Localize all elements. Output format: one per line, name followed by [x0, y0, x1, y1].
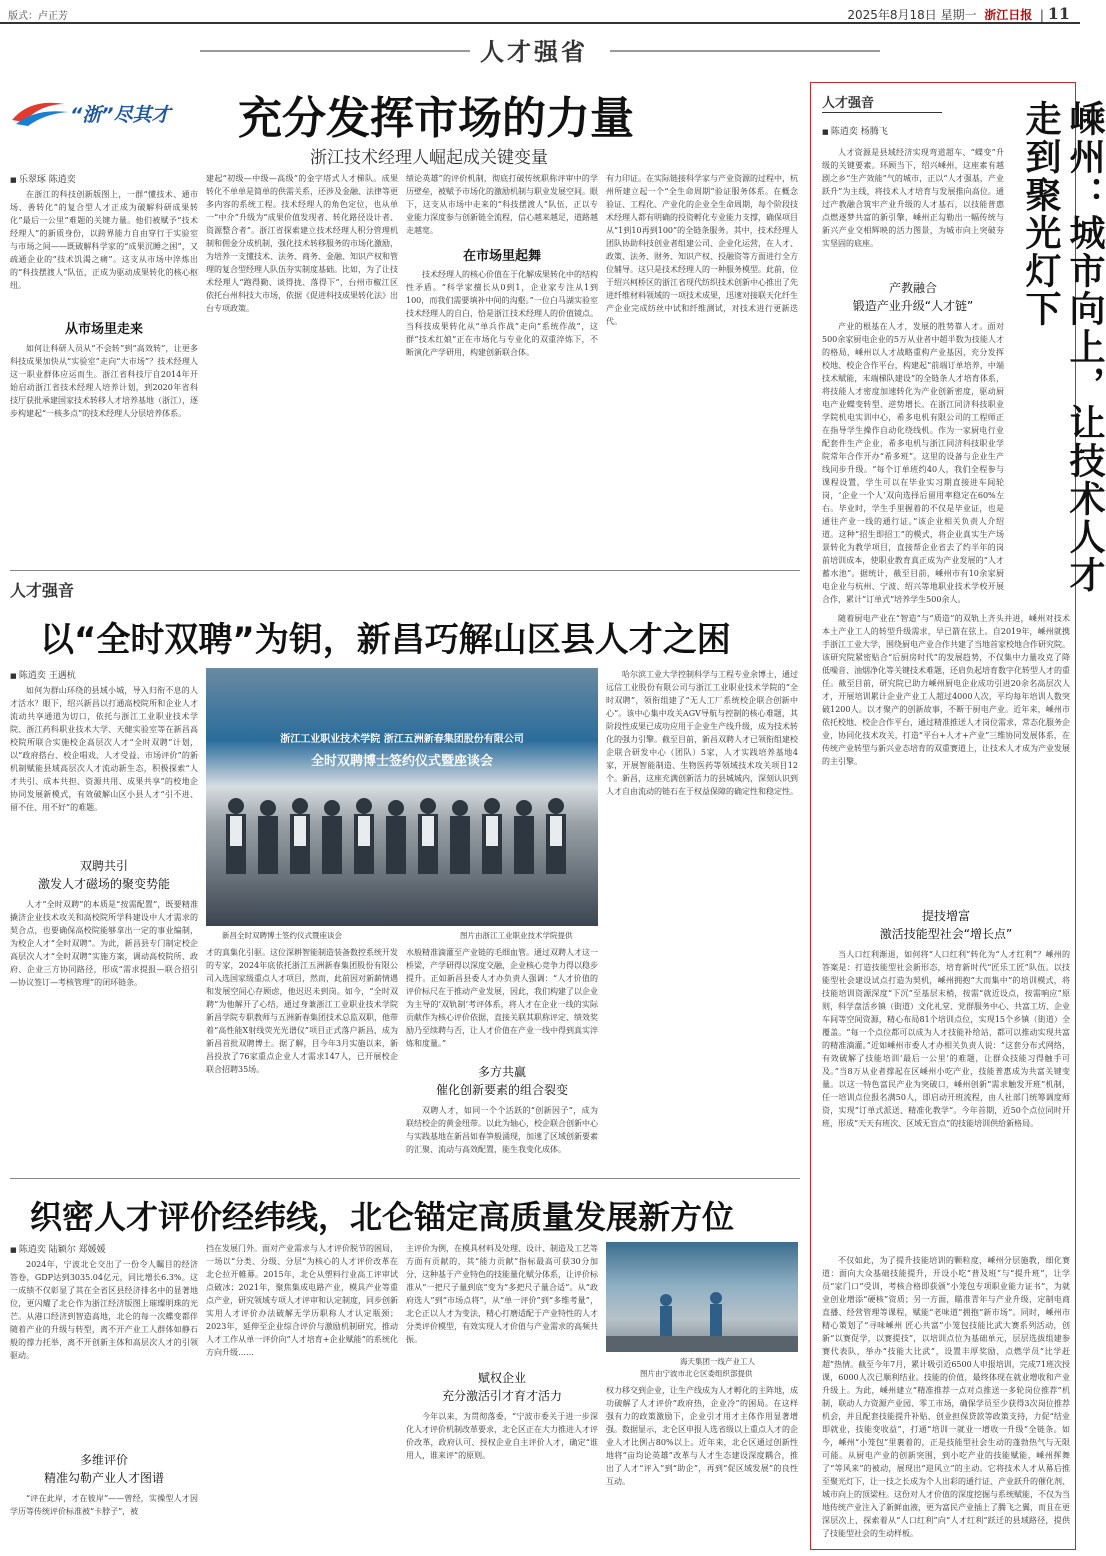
article3-col2: 挡在发展门外。面对产业需求与人才评价脱节的困局，一场以“分类、分级、分层”为核心的人才评价改革在北仑拉开帷幕。2015年，北仑从塑料行业高工评审试点破冰；2021年，聚焦集成电路产业，模具产业等重点产业，研究领域专项人才评审和认定制度，同步创新实用人才评价办法破解无学历职称人才认定瓶颈；2023年，延伸至企业综合评价与激励机制研究，推动人才工作从单一评价向“人才培育+企业赋能”的系统化方向升级……	[206, 1244, 398, 1357]
article3-head3b: 充分激活引才育才活力	[441, 1389, 562, 1403]
sidebar-head1a: 产教融合	[888, 281, 937, 295]
swoosh-icon	[10, 96, 70, 126]
page-header	[0, 0, 1080, 24]
group-people-icon	[206, 786, 598, 926]
article3-col1b: “评在此岸，才在彼岸”——曾经，实操型人才因学历等传统评价标准被“卡脖子”，被	[10, 1494, 198, 1516]
photo-banner-subtext: 全时双聘博士签约仪式暨座谈会	[310, 754, 493, 769]
issue-date: 2025年8月18日 星期一	[847, 8, 977, 22]
article1-col1: 在浙江的科技创新版图上，一群“懂技术、通市场、善转化”的复合型人才正成为破解科研成果转化“最后一公里”难题的关键力量。他们被赋予“技术经理人”的新质身份，以跨界能力自由穿行于实验室与市场之间——既破解科学家的“成果沉睡之困”，又疏通企业的“技术饥渴之痛”。这支从市场中淬炼出的“科技摆渡人”队伍，正成为驱动成果转化的核心枢纽。	[10, 190, 198, 290]
article1-col2: 建起“初级—中级—高级”的金字塔式人才梯队。成果转化不单单是简单的供需关系，还涉及金融、法律等更多内容的系统工程。技术经理人的角色定位，也从单一“中介”升级为“成果价值发现者、转化路径设计者、资源整合者”。浙江省探索建立技术经理人积分管理机制和佣金分成机制，强化技术转移服务的市场化激励，为培养一支懂技术、法务、商务、金融、知识产权和管理的复合型经理人队伍夯实制度基础。比如，为了让技术经理人“跑得勤、谈得拢、落得下”，台州市椒江区依托台州科技大市场，依据《促进科技成果转化法》出台专项政策。	[206, 174, 398, 313]
article2-col3: 水般精准滴灌至产业链的毛细血管。通过双聘人才这一桥梁，产学研得以深度交融，企业核心竞争力得以稳步提升。正如新昌县委人才办负责人强调：“人才价值的评价标尺在于推动产业发展，因此，我们构建了以企业为主导的‘双轨制’考评体系，将人才在企业一线的实际贡献作为核心评价依据，直接关联其职称评定、绩效奖励乃至续聘与否，让人才价值在产业一线中得到真实淬炼和度量。”	[406, 948, 598, 1048]
sidebar-body2: 当人口红利渐退，如何将“人口红利”转化为“人才红利”？嵊州的答案是：打造技能型社会新形态，培育新时代“匠乐工匠”队伍。以技能型社会建设试点打造为契机，嵊州拥抱“大而集中”的培训模式，将技能培训资源深度“下沉”至基层末梢，按需“就近设点，按需响应”原则，科学盘活乡镇（街道）文化礼堂、党群服务中心、共富工坊、企业车间等空间资源，精心布局81个培训点位，实现15个乡镇（街道）全覆盖。“每一个点位都可以成为人才技能补给站，都可以推动实现共富的精准滴灌。”近如嵊州市委人才办相关负责人说：“这套分布式网络，有效破解了技能培训‘最后一公里’的难题，让群众技能习得触手可及。”当8万从业者撑起在区嵊州小吃产业，技能普惠成为共富关键变量。以这一特色富民产业为突破口，嵊州创新“需求触发开班”机制，任一培训点位报名满50人，即启动开班流程，由人社部门统筹调度师资，实现“订单式派送、精准化教学”。今年首期，近50个点位同时开班，形成“天天有班次、区域无盲点”的技能培训供给新格局。	[822, 950, 1070, 1128]
article2-tag: 人才强音	[10, 581, 75, 600]
article3-head3a: 赋权企业	[477, 1371, 526, 1385]
article2-col2: 才的真集化引驱。这位深耕智能制造装备数控系统开发的专家，2024年底依托浙江五洲新春集团股份有限公司入选国家级重点人才项目，然而，此前因对新薪情遇和发展空间心存顾虑，他迟迟未到岗。如今，“全时双聘”为他解开了心结，通过身兼浙江工业职业技术学院新昌学院专职教师与五洲新春集团技术总监双职，他带着“高性能X射线荧光光谱仪”项目正式落户新昌，成为新昌首批双聘博士。据了解，目今年3月实施以来，新昌投放了76家重点企业人才需求147人，已开展校企联合招聘35场。	[206, 948, 398, 1074]
logo-text: “浙”尽其才	[70, 104, 171, 126]
section-banner: 人才强省	[480, 38, 588, 66]
sidebar-tag-rule	[822, 112, 942, 113]
sidebar-intro: 人才资源是县域经济实现弯道超车、“蝶变”升级的关键要素。环顾当下，绍兴嵊州，这座素有越剧之乡“生产效能”气的城市，正以“人才强基，产业跃升”为主线，将技术人才培育与发展推向高位。通过产教融合筑牢产业升级的人才基石，以技能普惠点燃逐梦共富的新引擎，嵊州正勾勒出一幅传统与新兴产业交相辉映的活力图景，为城市向上突破夯实坚固的底座。	[822, 148, 1004, 248]
sidebar-tag: 人才强音	[822, 96, 875, 111]
article2-head1a: 双聘共引	[79, 859, 128, 873]
article3-title: 织密人才评价经纬线，北仑锚定高质量发展新方位	[30, 1198, 735, 1236]
article3-byline: ■ 陈逍奕 陆颖尔 郑媛媛	[10, 1242, 106, 1255]
article1-col3-head: 在市场里起舞	[462, 249, 541, 264]
article3-head1b: 精准勾勒产业人才图谱	[43, 1471, 164, 1485]
article3-col1: 2024年，宁波北仑交出了一份令人瞩目的经济答卷，GDP达到3035.04亿元，同比增长6.3%。这一成绩不仅彰显了其在全省区县经济排名中的显著地位，更闪耀了北仑作为浙江经济版图上璀璨明珠的光芒。从港口经济到智造高地，北仑的每一次蝶变都伴随着产业的升级与转型，离不开产业工人群体如静石般的撑力托举，离不开创新主体和高层次人才的引领驱动。	[10, 1260, 198, 1360]
article2-col1: 如何为群山环绕的县域小城，导入归衔不息的人才活水？眼下，绍兴新昌以打通高校院所和企业人才流动共享通道为切口，依托与浙江工业职业技术学院、浙江药科职业技术大学、天健实验室等在新昌高校院所联合实施校企高层次人才“全时双聘”计划，以“政府搭台、校企唱戏、人才受益、市场评价”的新机制赋能县域高层次人才流动新生态，积极探索“人才共引、成本共担、资源共用、成果共享”的校地企协同发展新模式，有效破解山区小县人才“引不进、留不住、用不好”的难题。	[10, 686, 198, 812]
photo2-caption1: 海天集团一线产业工人	[680, 1357, 755, 1366]
article1-col3b: 技术经理人的核心价值在于化解成果转化中的结构性矛盾。“科学家擅长从0到1，企业家专注从1到100，而我们需要填补中间的沟壑。”一位白马湖实验室技术经理人的自白，恰是浙江技术经理人的价值镜点。当科技成果转化从“单兵作战”走向“系统作战”，这群“技术红娘”正在市场化与专业化的双重淬炼下，不断演化产学研用，构建创新联合体。	[406, 270, 598, 357]
editor-credit: 版式：卢正芳	[8, 11, 68, 22]
article2-col1b: 人才“全时双聘”的本质是“按需配置”，既要精准撬济企业技术攻关和高校院所学科建设中人才需求的契合点，也要确保高校院能够拿出一定的事业编制，为校企人才“全时双聘”。为此，新昌县专门制定校企高层次人才“全时双聘”实施方案，调动高校院所、政府、企业三方协同路径，形成“需求提报—联合招引—协议签订—考核管理”的闭环链条。	[10, 900, 198, 987]
article1-col1b: 如何让科研人员从“不会转”到“高效转”，让更多科技成果加快从“实验室”走向“大市场”？技术经理人这一职业群体应运而生。浙江省科技厅自2014年开始启动浙江省技术经理人培养计划，到2020年省科技厅获批承建国家技术转移人才培养基地（浙江），逐步构建起“一核多点”的技术经理人分层培养体系。	[10, 344, 198, 418]
sidebar-head2b: 激活技能型社会“增长点”	[879, 927, 1013, 941]
sidebar-byline: ■ 陈逍奕 杨腾飞	[822, 124, 888, 137]
factory-workers-photo	[606, 1242, 798, 1352]
sidebar-body1b: 随着厨电产业在“智造”与“质造”的双轨上齐头并进，嵊州对技术本土产业工人的转型升级需求，早已箭在弦上。自2019年，嵊州就携手浙江工业大学，围绕厨电产业合作共建了当地首家校地合作研究院。该研究院紧密贴合“后厨房时代”的发展趋势，不仅集中力量攻克了降低噪音、油烟净化等关键技术难题，还肩负起培育数字化转型人才的重任。截至目前，研究院已助力嵊州厨电企业成功引进20余名高层次人才，开展培训累计企业产业工人超过4000人次，平均每年培训人数突破1200人。以才聚产的创新故事，不断于厨电产业。近年来，嵊州市依托校地、校企合作平台，通过精准推送人才岗位需求，常态化服务企业，协同化技术攻关，打造“平台+人才+产业”三维协同发展体系，在传统产业转型与新兴业态培育的双重赛道上，让技术人才成为产业发展的主引擎。	[822, 614, 1070, 766]
page-number: 11	[1047, 4, 1070, 23]
sidebar-vertical-title: 嵊州：城市向上，让技术人才走到聚光灯下	[1020, 100, 1105, 594]
date-line: 2025年8月18日 星期一 浙江日报 | 11	[847, 4, 1070, 23]
article2-col4: 哈尔滨工业大学控制科学与工程专业余博士，通过远信工业股份有限公司与浙江工业职业技术学院的“全时双聘”，领衔组建了“无人工厂系统校企联合创新中心”。该中心集中攻关AGV导航与控制的核心难题，其阶段性成果已成功应用于企业生产线升级，成为技术转化的强力引擎。截至目前，新昌双聘人才已领衔组建校企联合研发中心（团队）5家，人才实践培养基地4家，开展智能制造、生物医药等领域技术攻关项目12个。新昌，这座充满创新活力的县城城内，深刻认识到人才自由流动的链石在于权益保障的确定性和稳定性。	[606, 670, 798, 796]
article2-head3b: 催化创新要素的组合裂变	[435, 1083, 568, 1097]
sidebar-body1: 产业的根基在人才，发展的胜势靠人才。面对500余家厨电企业的5万从业者中超半数为技能人才的格局，嵊州以人才战略重构产业基因，充分发挥校地、校企合作平台，构建起“前端订单培养，中端技术赋能，末端梯队建设”的全链条人才培育体系，将技能人才密度加速转化为产业创新密度，驱动厨电产业蝶变转型、逆势增长。在浙江同济科技职业学院机电实训中心，希多电机有限公司的工程师正在指导学生操作自动化绕线机。作为一家厨电行业配套件生产企业，希多电机与浙江同济科技职业学院常年合作开办“希多班”。这里的设备与企业生产线同步升级。“每个订单班约40人，我们全程参与课程设置，学生可以在毕业实习期直接进车间轮岗，‘企业一个人’双向选择后留用率稳定在60%左右。毕业时，学生手里握着的不仅是毕业证，也是通往产业一线的通行证。”该企业相关负责人介绍道。这种“招生即招工”的模式，将企业真实生产场景转化为教学项目，直接帮企业省去了约半年的岗前培训成本，使职业教育真正成为产业发展的“人才蓄水池”。据统计，截至目前，嵊州市有10余家厨电企业与杭州、宁波、绍兴等地职业技术学校开展合作，累计“订单式”培养学生500余人。	[822, 322, 1004, 604]
sidebar-head1b: 锻造产业升级“人才链”	[852, 299, 974, 313]
photo2-caption2: 图片由宁波市北仑区委组织部提供	[640, 1369, 753, 1378]
article2-byline: ■ 陈逍奕 王遇杭	[10, 668, 76, 681]
article2-title: 以“全时双聘”为钥，新昌巧解山区县人才之困	[40, 620, 731, 660]
article3-col3b: 今年以来，为贯彻落委，“宁波市委关于进一步深化人才评价机制改革要求，北仑区正在大力推进人才评价改革，政府认可、授权企业自主评价人才，确定“谁用人，谁来评”的原则。	[406, 1412, 598, 1460]
article1-byline: ■ 乐翠琢 陈逍奕	[10, 172, 76, 185]
banner-rule-left	[200, 50, 470, 52]
photo-caption-left: 新昌全时双聘博士签约仪式暨座谈会	[222, 931, 342, 940]
article2-divider	[10, 1178, 800, 1179]
article1-col3: 绩论英雄”的评价机制，彻底打破传统职称评审中的学历壁垒，被赋予市场化的激励机制与职业发展空间。眼下，这支从市场中走来的“科技摆渡人”队伍，正以专业能力深度参与创新链全流程，信心越来越足，道路越走越宽。	[406, 174, 598, 235]
article1-col4: 有力印证。在实际链接科学家与产业资源的过程中，杭州所建立起一个“全生命周期”验证服务体系。在概念验证、工程化、产业化的企业全生命周期，每个阶段技术经理人都有明确的投资孵化专业能力支撑，确保项目从“1到10再到100”的全链条服务。其中，技术经理人团队协助科技创业者组建公司、企业化运营，在人才、政策、法务、财务、知识产权、投融资等方面进行全方位辅导。这只是技术经理人的一种服务模型。此前，位于绍兴柯桥区的浙江省现代纺织技术创新中心推出了先进纤维材料领域的一项技术成果，迅速对接联天化纤生产企业完成纺丝中试和纤维测试，对技术进行更新迭代。	[606, 174, 798, 326]
photo-caption-right: 图片由浙江工业职业技术学院提供	[460, 931, 573, 940]
article1-subtitle: 浙江技术经理人崛起成关键变量	[310, 148, 548, 168]
article1-title: 充分发挥市场的力量	[238, 93, 634, 144]
article2-head3a: 多方共赢	[477, 1065, 526, 1079]
banner-rule-right	[610, 50, 880, 52]
article3-head1a: 多维评价	[79, 1453, 128, 1467]
article1-divider	[10, 570, 800, 571]
column-logo	[10, 92, 190, 132]
article2-head1b: 激发人才磁场的聚变势能	[37, 877, 170, 891]
sidebar-head2a: 提技增富	[921, 909, 970, 923]
paper-name: 浙江日报	[984, 8, 1033, 22]
signing-ceremony-photo	[206, 668, 598, 926]
workers-icon	[606, 1242, 798, 1352]
sidebar-body2b: 不仅如此，为了提升技能培训的颗粒度，嵊州分层施教，细化赛道：面向大众基础技能提升，开设小吃“普及班”与“提升班”，让学员“家门口”受训，考核合格即获颁“小笼包专项职业能力证书”，为就业创业增添“硬核”资质；另一方面，瞄准青年与产业升级，定制电商直播、经营管理等课程，赋能“老味道”拥抱“新市场”。同时，嵊州市精心策划了“寻味嵊州 匠心共富”小笼包技能比武大赛系列活动，创新“以赛促学，以赛提技”，以培训点位为基础单元，层层选拔组建参赛代表队，举办“技能大比武”，设置丰厚奖励，点燃学员“比学赶超”热情。截至今年7月，累计吸引近6500人申报培训，完成71班次授课，6000人次已顺利结业。技能的价值，最终体现在就业增收和产业升级上。为此，嵊州建立“精准推荐一点对点推送一多轮岗位推荐”机制，联动人力资源产业园、零工市场，确保学员至少获得3次岗位推荐机会，并且配套技能提升补贴、创业担保贷款等政策支持，力促“结业即就业，技能变收益”，打通“培训一就业一增收一升级”全链条。如今，嵊州“小笼包”里裹着的，正是技能型社会生动的蓬勃热气与无限可能。从厨电产业的创新突围，到小吃产业的技能赋能，嵊州挥舞了“等风来”的被动，展现出“迎风立”的主动。它将技术人才从幕后推至聚光灯下，让一技之长成为个人出彩的通行证、产业跃升的催化剂、城市向上的顶梁柱。这份对人才价值的深度挖掘与系统赋能，不仅为当地传统产业注入了新鲜血液，更为富民产业插上了腾飞之翼，而且在更深层次上，探索着从“人口红利”向“人才红利”跃迁的县域路径，提供了技能型社会的生动样板。	[822, 1256, 1070, 1538]
article2-col3b: 双聘人才，如同一个个活跃的“创新因子”，成为联结校企的黄金纽带。以此为轴心，校企联合创新中心与实践基地在新昌如春笋般涌现，加速了区域创新要素的汇聚、流动与高效配置，能生我变化成体。	[406, 1106, 598, 1154]
article3-col3: 主评价为例，在模具材料及处理、设计、制造及工艺等方面有贡献的，其“能力贡献”指标最高可获30分加分，这种基于产业特色的技能量化赋分体系，让评价标准从“一把尺子量到底”变为“多把尺子量合适”。从“政府选人”到“市场点将”，从“单一评价”到“多维考量”，北仑正以人才为变法，精心打磨适配于产业特性的人才分类评价模型，有效实现人才价值与产业需求的高频共振。	[406, 1244, 598, 1344]
article3-col4: 权力移交到企业，让生产线成为人才孵化的主阵地，成功破解了人才评价“政府热，企业冷”的困局。在这样强有力的政策激励下，企业引才用才主体作用显著增强。数据显示，北仑区申报人选省级以上重点人才的企业人才比例占80%以上。近年来，北仑区通过创新性地将“亩均论英雄”改革与人才生态建设深度耦合，推出了人才“评入”到“助企”，再到“促区域发展”的良性互动。	[606, 1386, 798, 1486]
article1-col1-head: 从市场里走来	[64, 322, 143, 337]
photo-banner-text: 浙江工业职业技术学院 浙江五洲新春集团股份有限公司	[280, 734, 524, 745]
